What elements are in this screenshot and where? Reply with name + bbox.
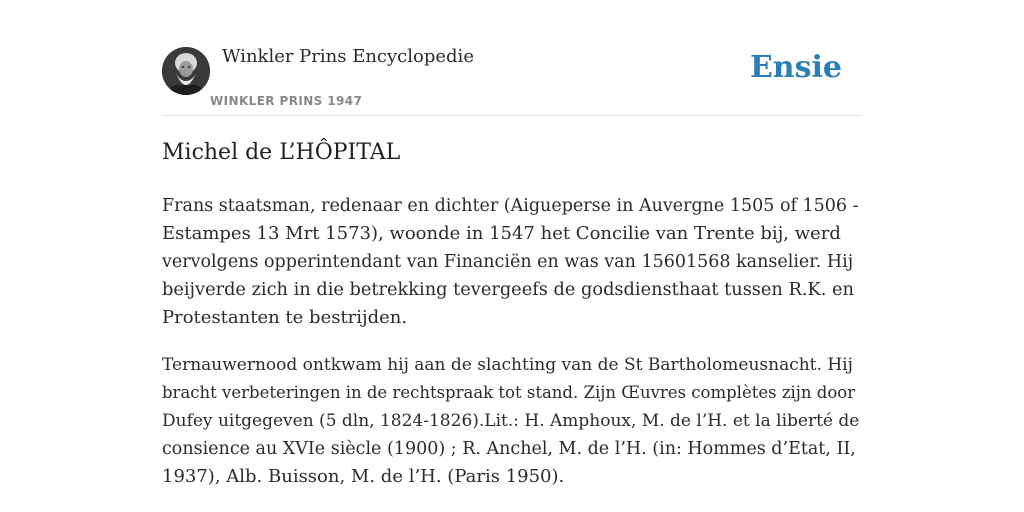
source-header — [162, 0, 862, 116]
paragraph-line: bracht verbeteringen in de rechtspraak tot stand. Zijn Œuvres complètes zijn door — [162, 383, 856, 402]
source-title[interactable]: Winkler Prins Encyclopedie — [222, 46, 474, 67]
paragraph-line: consience au XVIe siècle (1900) ; R. Anchel, M. de l’H. (in: Hommes d’Etat, II, — [162, 439, 856, 459]
bearded-man-portrait-icon — [162, 47, 210, 95]
paragraph-line: beijverde zich in die betrekking tevergeefs de godsdiensthaat tussen R.K. en — [162, 280, 854, 300]
paragraph-line: Protestanten te bestrijden. — [162, 307, 408, 328]
paragraph-line: Ternauwernood ontkwam hij aan de slachting van de St Bartholomeusnacht. Hij — [162, 355, 853, 375]
article-paragraph-2 — [162, 351, 862, 491]
page — [162, 0, 862, 512]
paragraph-line: vervolgens opperintendant van Financiën en was van 15601568 kanselier. Hij — [162, 252, 854, 272]
brand-logo[interactable]: Ensie — [749, 50, 842, 85]
article-paragraph-1 — [162, 192, 862, 332]
article-title: Michel de L’HÔPITAL — [162, 140, 401, 165]
avatar[interactable] — [162, 47, 210, 95]
paragraph-line: Estampes 13 Mrt 1573), woonde in 1547 het Concilie van Trente bij, werd — [162, 223, 841, 244]
source-subtitle: WINKLER PRINS 1947 — [210, 94, 363, 108]
paragraph-line: Frans staatsman, redenaar en dichter (Aigueperse in Auvergne 1505 of 1506 - — [162, 196, 859, 216]
paragraph-line: 1937), Alb. Buisson, M. de l’H. (Paris 1950). — [162, 466, 565, 487]
paragraph-line: Dufey uitgegeven (5 dln, 1824-1826).Lit.: H. Amphoux, M. de l’H. et la liberté de — [162, 411, 860, 431]
